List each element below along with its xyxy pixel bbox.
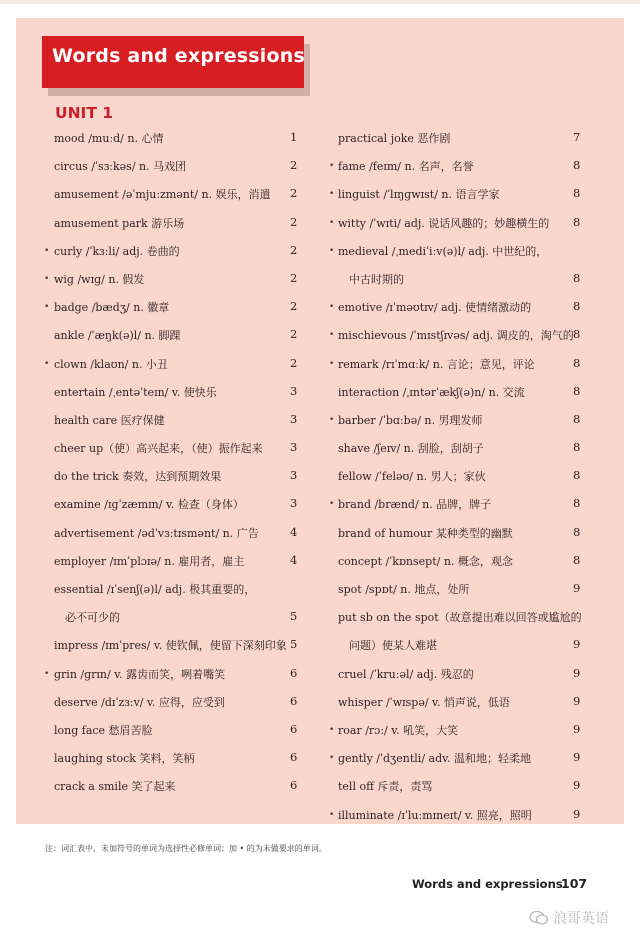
vocab-page-ref: 9 (573, 581, 581, 595)
vocab-entry (316, 434, 624, 462)
vocab-entry (16, 152, 316, 180)
vocab-term: ankle /ˈæŋk(ə)l/ n. 脚踝 (54, 329, 181, 343)
vocab-entry-continuation (316, 631, 624, 659)
vocab-term: fame /feɪm/ n. 名声，名誉 (338, 160, 474, 174)
left-vocabulary-column (16, 124, 316, 801)
vocab-term: 问题）使某人难堪 (349, 639, 437, 653)
vocab-entry (316, 772, 624, 800)
optional-word-marker: • (329, 358, 335, 369)
vocab-page-ref: 6 (290, 665, 298, 680)
vocab-entry (16, 350, 316, 378)
vocab-entry (16, 660, 316, 688)
vocab-term: amusement /əˈmjuːzmənt/ n. 娱乐，消遣 (54, 188, 271, 202)
vocab-term: witty /ˈwɪti/ adj. 说话风趣的；妙趣横生的 (338, 216, 550, 230)
vocab-page-ref: 8 (573, 552, 581, 567)
vocab-page-ref: 4 (290, 552, 298, 567)
vocab-page-ref: 2 (290, 158, 298, 173)
vocab-term: wig /wɪɡ/ n. 假发 (54, 272, 145, 286)
vocab-term: long face 愁眉苦脸 (54, 723, 153, 737)
vocab-term: tell off 斥责，责骂 (338, 780, 433, 794)
vocab-term: amusement park 游乐场 (54, 216, 185, 230)
vocab-page-ref: 6 (290, 693, 298, 708)
right-vocabulary-column (316, 124, 624, 829)
vocab-entry (16, 490, 316, 518)
vocab-term: practical joke 恶作剧 (338, 132, 451, 145)
top-edge-rule (0, 0, 640, 4)
optional-word-marker: • (329, 499, 335, 510)
vocab-entry (316, 575, 624, 603)
vocab-page-ref: 8 (573, 214, 581, 229)
vocab-page-ref: 4 (290, 524, 298, 539)
vocab-page-ref: 2 (290, 299, 298, 314)
optional-word-marker: • (329, 414, 335, 425)
vocab-page-ref: 8 (573, 411, 581, 426)
vocab-term: crack a smile 笑了起来 (54, 780, 176, 794)
vocab-entry (16, 547, 316, 575)
vocab-entry (316, 462, 624, 490)
vocab-entry (16, 462, 316, 490)
vocab-entry (316, 321, 624, 349)
vocab-entry (16, 124, 316, 152)
optional-word-marker: • (329, 809, 335, 820)
page-number: 107 (561, 876, 588, 891)
vocab-entry (16, 293, 316, 321)
vocab-term: brand of humour 某种类型的幽默 (338, 526, 513, 540)
vocab-entry (316, 180, 624, 208)
vocab-entry (16, 378, 316, 406)
vocab-term: remark /rɪˈmɑːk/ n. 言论；意见，评论 (338, 357, 535, 371)
vocab-entry (316, 688, 624, 716)
vocab-page-ref: 6 (290, 778, 298, 793)
vocab-term: emotive /ɪˈməʊtɪv/ adj. 使情绪激动的 (338, 301, 532, 315)
vocab-entry (316, 490, 624, 518)
vocab-page-ref: 8 (573, 440, 581, 455)
optional-word-marker: • (329, 217, 335, 228)
vocab-entry-continuation (16, 603, 316, 631)
vocab-term: illuminate /ɪˈluːmɪneɪt/ v. 照亮，照明 (338, 808, 532, 822)
vocab-page-ref: 6 (290, 721, 298, 736)
vocab-term: gently /ˈdʒentli/ adv. 温和地；轻柔地 (338, 752, 532, 766)
vocab-page-ref: 8 (573, 299, 581, 314)
vocab-page-ref: 6 (290, 750, 298, 765)
vocab-term: 中古时期的 (349, 272, 404, 286)
vocab-page-ref: 8 (573, 524, 581, 539)
vocab-term: linguist /ˈlɪŋɡwɪst/ n. 语言学家 (338, 188, 500, 202)
vocab-entry (316, 293, 624, 321)
vocab-entry (16, 716, 316, 744)
vocab-page-ref: 1 (290, 130, 298, 144)
vocab-term: cheer up（使）高兴起来，（使）振作起来 (54, 442, 263, 456)
watermark (529, 908, 609, 928)
vocab-page-ref: 2 (290, 186, 298, 201)
vocab-entry (316, 716, 624, 744)
vocab-page-ref: 9 (573, 721, 581, 736)
unit-heading: UNIT 1 (55, 104, 114, 122)
vocab-term: cruel /ˈkruːəl/ adj. 残忍的 (338, 667, 474, 681)
vocab-page-ref: 5 (290, 609, 298, 624)
vocab-term: do the trick 奏效，达到预期效果 (54, 470, 222, 484)
vocab-term: circus /ˈsɜːkəs/ n. 马戏团 (54, 160, 187, 174)
vocab-entry (316, 406, 624, 434)
vocab-page-ref: 2 (290, 327, 298, 342)
vocab-term: 必不可少的 (65, 611, 120, 625)
optional-word-marker: • (44, 358, 50, 369)
vocab-term: employer /ɪmˈplɔɪə/ n. 雇用者，雇主 (54, 554, 245, 568)
vocab-entry (16, 265, 316, 293)
footnote: 注：词汇表中，未加符号的单词为选择性必修单词；加 • 的为未做要求的单词。 (45, 844, 327, 853)
vocab-page-ref: 9 (573, 750, 581, 765)
vocab-term: badge /bædʒ/ n. 徽章 (54, 301, 170, 315)
vocab-term: mischievous /ˈmɪstʃɪvəs/ adj. 调皮的，淘气的 (338, 329, 574, 343)
page-title: Words and expressions (52, 45, 306, 67)
vocab-entry (316, 744, 624, 772)
vocab-term: impress /ɪmˈpres/ v. 使钦佩，使留下深刻印象 (54, 639, 287, 653)
optional-word-marker: • (44, 273, 50, 284)
vocab-page-ref: 3 (290, 496, 298, 511)
optional-word-marker: • (44, 668, 50, 679)
vocab-page-ref: 3 (290, 468, 298, 483)
vocab-page-ref: 9 (573, 693, 581, 708)
vocab-entry (16, 688, 316, 716)
vocab-page-ref: 9 (573, 637, 581, 652)
vocab-entry (316, 378, 624, 406)
vocab-entry (316, 660, 624, 688)
vocab-term: clown /klaʊn/ n. 小丑 (54, 357, 168, 371)
vocab-page-ref: 8 (573, 186, 581, 201)
vocab-entry (16, 575, 316, 603)
vocab-page-ref: 3 (290, 383, 298, 398)
vocab-entry (316, 547, 624, 575)
vocab-entry (316, 519, 624, 547)
vocab-term: health care 医疗保健 (54, 413, 165, 427)
optional-word-marker: • (329, 189, 335, 200)
vocab-term: mood /muːd/ n. 心情 (54, 132, 164, 145)
vocab-page-ref: 2 (290, 355, 298, 370)
vocab-term: interaction /ˌɪntərˈækʃ(ə)n/ n. 交流 (338, 385, 525, 399)
vocab-entry (316, 209, 624, 237)
vocab-entry-continuation (316, 265, 624, 293)
optional-word-marker: • (329, 161, 335, 172)
vocab-term: deserve /dɪˈzɜːv/ v. 应得，应受到 (54, 695, 225, 709)
vocab-page-ref: 2 (290, 214, 298, 229)
vocabulary-page (16, 18, 624, 824)
vocab-page-ref: 8 (573, 383, 581, 398)
vocab-term: medieval /ˌmediˈiːv(ə)l/ adj. 中世纪的， (338, 244, 548, 258)
vocab-term: grin /ɡrɪn/ v. 露齿而笑，咧着嘴笑 (54, 667, 226, 681)
vocab-entry (16, 406, 316, 434)
vocab-page-ref: 9 (573, 665, 581, 680)
vocab-entry (316, 603, 624, 631)
vocab-term: entertain /ˌentəˈteɪn/ v. 使快乐 (54, 385, 217, 399)
vocab-term: shave /ʃeɪv/ n. 刮脸，刮胡子 (338, 442, 484, 456)
vocab-entry (16, 180, 316, 208)
vocab-entry (16, 321, 316, 349)
vocab-entry (16, 744, 316, 772)
vocab-term: whisper /ˈwɪspə/ v. 悄声说，低语 (338, 695, 510, 709)
vocab-term: roar /rɔː/ v. 吼笑，大笑 (338, 723, 459, 737)
vocab-term: curly /ˈkɜːli/ adj. 卷曲的 (54, 244, 180, 258)
vocab-term: put sb on the spot（故意提出难以回答或尴尬的 (338, 611, 582, 625)
optional-word-marker: • (329, 753, 335, 764)
optional-word-marker: • (329, 245, 335, 256)
vocab-entry (16, 519, 316, 547)
vocab-entry (316, 124, 624, 152)
vocab-entry (16, 772, 316, 800)
vocab-page-ref: 9 (573, 778, 581, 793)
vocab-term: advertisement /ədˈvɜːtɪsmənt/ n. 广告 (54, 526, 259, 540)
vocab-page-ref: 3 (290, 411, 298, 426)
footer-section-label: Words and expressions (412, 877, 563, 891)
optional-word-marker: • (329, 330, 335, 341)
vocab-term: essential /ɪˈsenʃ(ə)l/ adj. 极其重要的， (54, 583, 256, 596)
vocab-term: barber /ˈbɑːbə/ n. 男理发师 (338, 413, 483, 427)
title-banner (42, 36, 304, 88)
vocab-page-ref: 9 (573, 806, 581, 821)
vocab-entry (316, 237, 624, 265)
vocab-page-ref: 8 (573, 158, 581, 173)
vocab-page-ref: 2 (290, 242, 298, 257)
vocab-page-ref: 8 (573, 270, 581, 285)
wechat-icon (529, 911, 549, 925)
vocab-page-ref: 2 (290, 270, 298, 285)
vocab-page-ref: 8 (573, 327, 581, 342)
vocab-page-ref: 7 (573, 130, 581, 144)
vocab-entry (16, 209, 316, 237)
vocab-entry (316, 152, 624, 180)
vocab-entry (16, 237, 316, 265)
vocab-term: examine /ɪɡˈzæmɪn/ v. 检查（身体） (54, 498, 244, 512)
vocab-term: brand /brænd/ n. 品牌，牌子 (338, 498, 492, 512)
vocab-page-ref: 8 (573, 496, 581, 511)
vocab-entry (16, 434, 316, 462)
vocab-term: spot /spɒt/ n. 地点，处所 (338, 583, 470, 596)
vocab-entry (16, 631, 316, 659)
vocab-page-ref: 8 (573, 355, 581, 370)
vocab-entry (316, 801, 624, 829)
optional-word-marker: • (329, 724, 335, 735)
vocab-term: fellow /ˈfeləʊ/ n. 男人；家伙 (338, 470, 486, 484)
vocab-term: laughing stock 笑料，笑柄 (54, 752, 195, 766)
vocab-entry (316, 350, 624, 378)
optional-word-marker: • (44, 245, 50, 256)
vocab-term: concept /ˈkɒnsept/ n. 概念，观念 (338, 554, 513, 568)
optional-word-marker: • (44, 302, 50, 313)
vocab-page-ref: 5 (290, 637, 298, 652)
watermark-text: 浪哥英语 (553, 911, 609, 927)
vocab-page-ref: 8 (573, 468, 581, 483)
optional-word-marker: • (329, 302, 335, 313)
vocab-page-ref: 3 (290, 440, 298, 455)
